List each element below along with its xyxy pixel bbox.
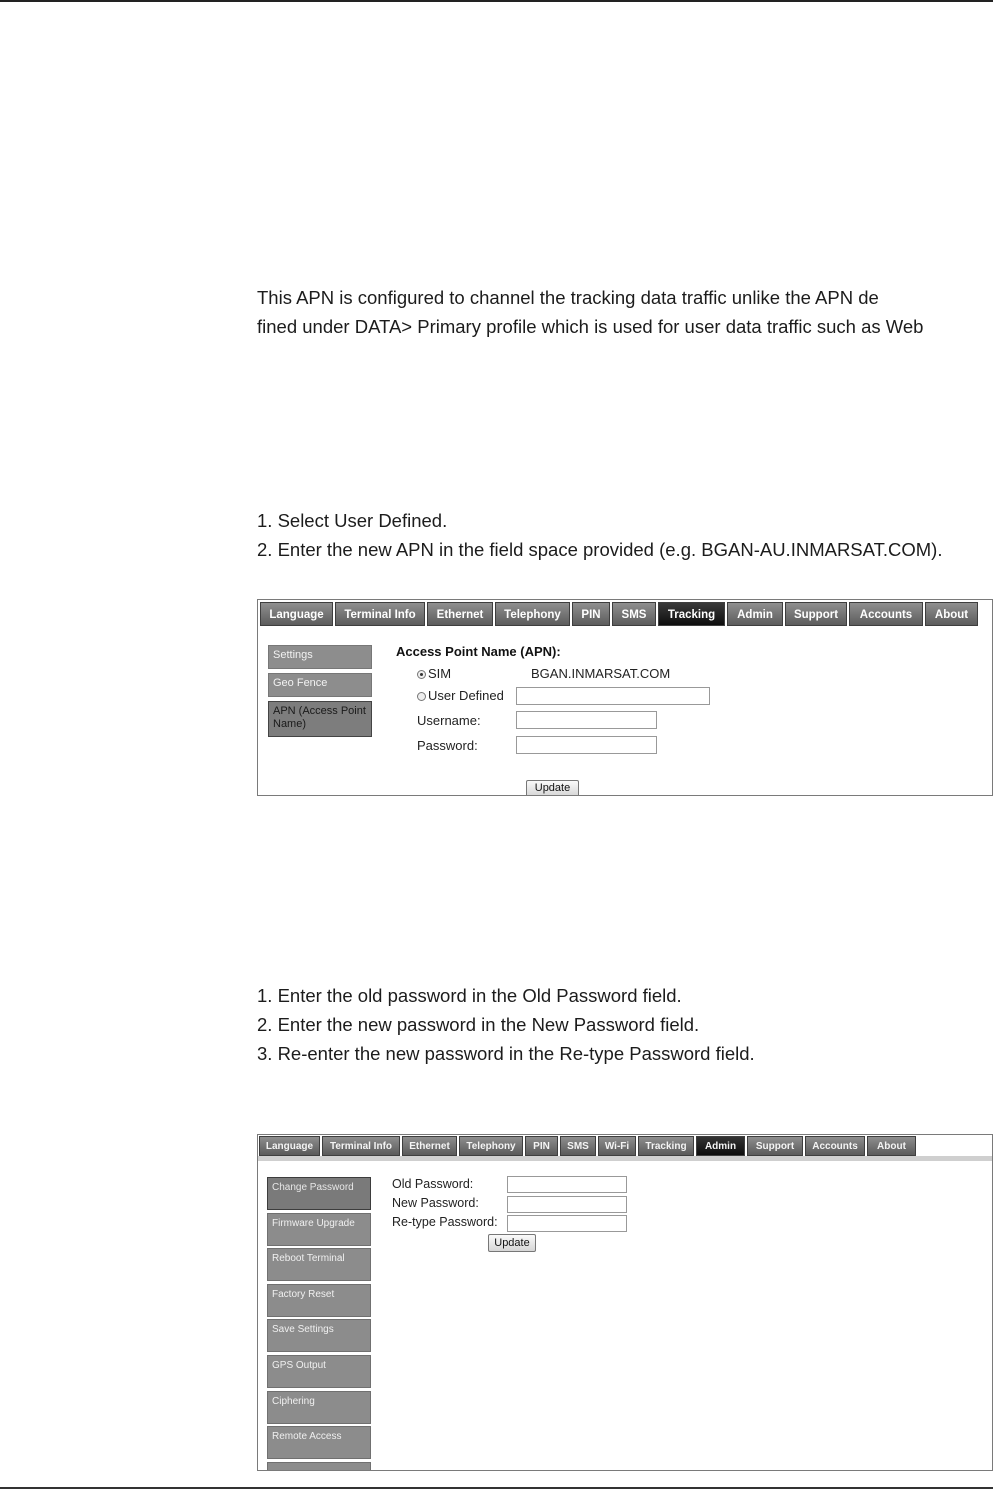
- sidebar-item-truncated[interactable]: [267, 1462, 371, 1471]
- password-steps-list: [257, 981, 755, 1068]
- bottom-rule: [0, 1487, 993, 1489]
- intro-line-2: fined under DATA> Primary profile which is used for user data traffic such as Web: [257, 316, 924, 337]
- admin-change-password-screenshot: [257, 1134, 993, 1471]
- sim-radio[interactable]: [417, 670, 426, 679]
- password-step-3: 3. Re-enter the new password in the Re-type Password field.: [257, 1043, 755, 1064]
- tab-bar-divider: [258, 1156, 992, 1161]
- sidebar-item-factory-reset[interactable]: Factory Reset: [267, 1284, 371, 1317]
- tab-ethernet[interactable]: Ethernet: [402, 1136, 457, 1156]
- tab-tracking[interactable]: Tracking: [638, 1136, 694, 1156]
- update-password-button[interactable]: Update: [488, 1234, 536, 1252]
- sidebar-item-apn[interactable]: APN (Access Point Name): [268, 701, 372, 737]
- update-button[interactable]: Update: [526, 780, 579, 796]
- password-label: Password:: [417, 738, 478, 753]
- sidebar-item-geo-fence[interactable]: Geo Fence: [268, 673, 372, 697]
- sidebar-item-ciphering[interactable]: Ciphering: [267, 1391, 371, 1424]
- sidebar-item-remote-access[interactable]: Remote Access: [267, 1426, 371, 1459]
- tab-admin[interactable]: Admin: [727, 602, 783, 626]
- apn-steps-list: [257, 506, 942, 564]
- user-defined-radio[interactable]: [417, 692, 426, 701]
- tab-support[interactable]: Support: [785, 602, 847, 626]
- tab-accounts[interactable]: Accounts: [805, 1136, 865, 1156]
- tab-language[interactable]: Language: [260, 602, 333, 626]
- tab-sms[interactable]: SMS: [560, 1136, 596, 1156]
- tab-tracking[interactable]: Tracking: [658, 602, 725, 626]
- new-password-input[interactable]: [507, 1196, 627, 1213]
- intro-line-1: This APN is configured to channel the tracking data traffic unlike the APN de: [257, 287, 879, 308]
- sidebar-item-save-settings[interactable]: Save Settings: [267, 1319, 371, 1352]
- tab-sms[interactable]: SMS: [612, 602, 656, 626]
- tab-support[interactable]: Support: [747, 1136, 803, 1156]
- tab-pin[interactable]: PIN: [572, 602, 610, 626]
- old-password-label: Old Password:: [392, 1177, 474, 1191]
- tab-telephony[interactable]: Telephony: [495, 602, 570, 626]
- tab-about[interactable]: About: [925, 602, 978, 626]
- admin-tab-bar: [258, 1135, 918, 1156]
- tab-terminal-info[interactable]: Terminal Info: [335, 602, 425, 626]
- top-rule: [0, 0, 993, 2]
- tab-terminal-info[interactable]: Terminal Info: [322, 1136, 400, 1156]
- tab-language[interactable]: Language: [259, 1136, 320, 1156]
- sidebar-item-gps-output[interactable]: GPS Output: [267, 1355, 371, 1388]
- tab-pin[interactable]: PIN: [525, 1136, 558, 1156]
- password-input[interactable]: [516, 736, 657, 754]
- retype-password-input[interactable]: [507, 1215, 627, 1232]
- tab-ethernet[interactable]: Ethernet: [427, 602, 493, 626]
- tab-accounts[interactable]: Accounts: [849, 602, 923, 626]
- user-defined-label: User Defined: [428, 688, 504, 703]
- sim-apn-value: BGAN.INMARSAT.COM: [531, 666, 671, 681]
- tracking-tab-bar: [258, 600, 992, 627]
- sidebar-item-change-password[interactable]: Change Password: [267, 1177, 371, 1210]
- username-input[interactable]: [516, 711, 657, 729]
- new-password-label: New Password:: [392, 1196, 479, 1210]
- apn-heading: Access Point Name (APN):: [396, 644, 561, 659]
- password-step-2: 2. Enter the new password in the New Password field.: [257, 1014, 700, 1035]
- tab-admin[interactable]: Admin: [696, 1136, 745, 1156]
- tab-wifi[interactable]: Wi-Fi: [598, 1136, 636, 1156]
- apn-step-1: 1. Select User Defined.: [257, 510, 448, 531]
- sidebar-item-settings[interactable]: Settings: [268, 645, 372, 669]
- tracking-apn-screenshot: [257, 599, 993, 796]
- intro-paragraph: [257, 283, 923, 341]
- tab-telephony[interactable]: Telephony: [459, 1136, 523, 1156]
- old-password-input[interactable]: [507, 1176, 627, 1193]
- retype-password-label: Re-type Password:: [392, 1215, 498, 1229]
- sim-label: SIM: [428, 666, 452, 681]
- user-defined-apn-input[interactable]: [516, 687, 710, 705]
- password-step-1: 1. Enter the old password in the Old Password field.: [257, 985, 682, 1006]
- username-label: Username:: [417, 713, 481, 728]
- apn-step-2: 2. Enter the new APN in the field space provided (e.g. BGAN-AU.INMARSAT.COM).: [257, 539, 943, 560]
- sidebar-item-reboot-terminal[interactable]: Reboot Terminal: [267, 1248, 371, 1281]
- tab-about[interactable]: About: [867, 1136, 916, 1156]
- sidebar-item-firmware-upgrade[interactable]: Firmware Upgrade: [267, 1213, 371, 1246]
